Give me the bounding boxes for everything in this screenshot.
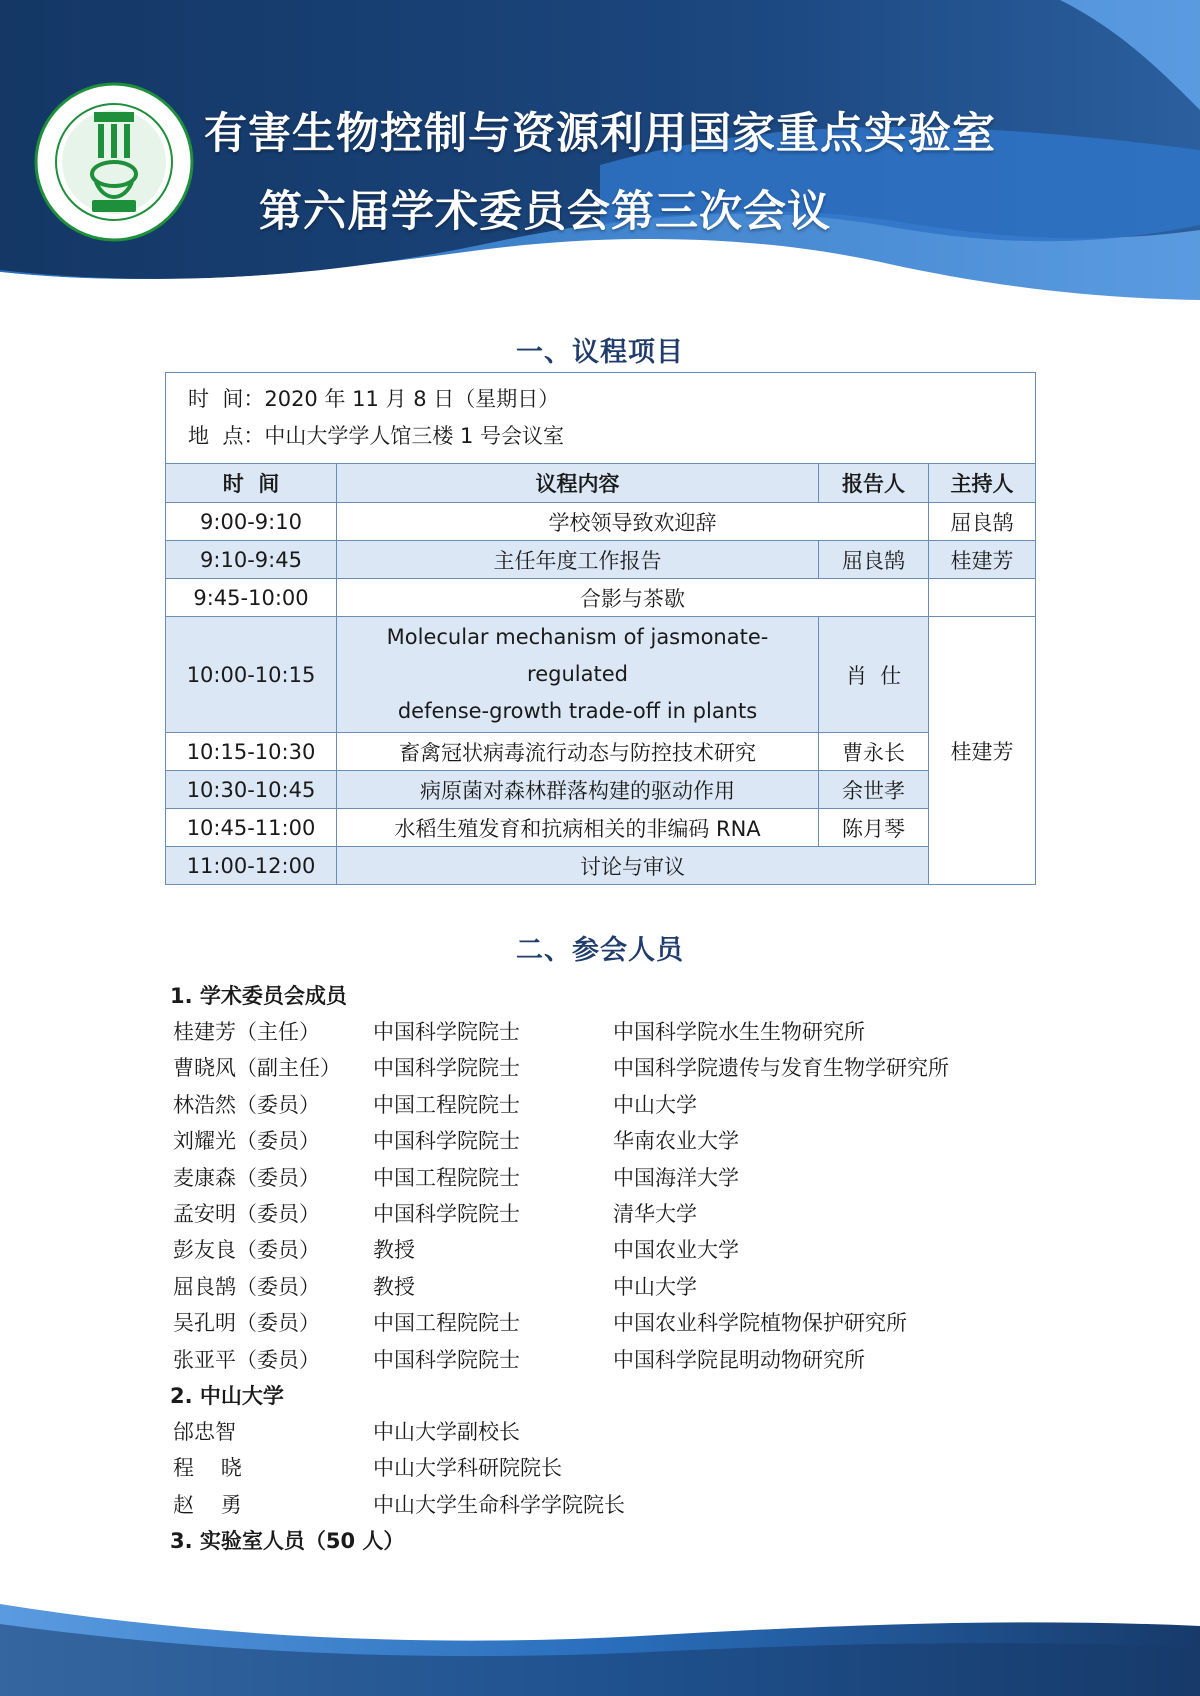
group-sysu-title: 2. 中山大学 bbox=[170, 1383, 284, 1408]
list-item bbox=[170, 1123, 1070, 1159]
row-content: 畜禽冠状病毒流行动态与防控技术研究 bbox=[337, 733, 819, 771]
footer-wave bbox=[0, 1596, 1200, 1696]
member-title: 中国工程院院士 bbox=[373, 1165, 520, 1190]
row-time: 11:00-12:00 bbox=[166, 847, 337, 885]
list-item bbox=[170, 1269, 1070, 1305]
row-content bbox=[337, 617, 819, 733]
member-name: 孟安明（委员） bbox=[173, 1201, 320, 1226]
member-title: 中国科学院院士 bbox=[373, 1020, 520, 1044]
member-org: 清华大学 bbox=[613, 1201, 697, 1226]
member-title: 中山大学生命科学学院院长 bbox=[373, 1492, 625, 1517]
member-org: 中山大学 bbox=[613, 1092, 697, 1117]
member-title: 中山大学科研院院长 bbox=[373, 1456, 562, 1481]
row-reporter: 余世孝 bbox=[819, 771, 929, 809]
member-name: 彭友良（委员） bbox=[173, 1238, 320, 1263]
member-name: 屈良鹄（委员） bbox=[173, 1274, 320, 1299]
attendees-heading: 二、参会人员 bbox=[516, 935, 684, 966]
member-title: 中国科学院院士 bbox=[373, 1129, 520, 1154]
member-title: 中国科学院院士 bbox=[373, 1201, 520, 1226]
row-host: 桂建芳 bbox=[929, 541, 1036, 579]
table-row bbox=[166, 733, 1036, 771]
list-item bbox=[170, 1050, 1070, 1086]
list-item bbox=[170, 1232, 1070, 1268]
agenda-table bbox=[165, 372, 1036, 885]
row-time: 10:45-11:00 bbox=[166, 809, 337, 847]
col-header-content: 议程内容 bbox=[337, 464, 819, 503]
table-row bbox=[166, 771, 1036, 809]
member-title: 中国科学院院士 bbox=[373, 1347, 520, 1372]
row-content: 合影与茶歇 bbox=[337, 579, 929, 617]
row-reporter: 肖 仕 bbox=[819, 617, 929, 733]
member-name: 刘耀光（委员） bbox=[173, 1129, 320, 1154]
member-title: 教授 bbox=[373, 1274, 415, 1299]
table-row bbox=[166, 579, 1036, 617]
row-reporter: 曹永长 bbox=[819, 733, 929, 771]
table-row bbox=[166, 503, 1036, 541]
member-org: 中国科学院水生生物研究所 bbox=[613, 1020, 865, 1044]
table-row bbox=[166, 809, 1036, 847]
list-item bbox=[170, 1487, 1070, 1523]
lab-logo bbox=[34, 82, 194, 242]
list-item bbox=[170, 1196, 1070, 1232]
row-content: 学校领导致欢迎辞 bbox=[337, 503, 929, 541]
member-name: 赵 勇 bbox=[173, 1492, 242, 1517]
row-host: 屈良鹄 bbox=[929, 503, 1036, 541]
agenda-time-line: 时 间：2020 年 11 月 8 日（星期日） bbox=[188, 387, 560, 411]
row-time: 10:00-10:15 bbox=[166, 617, 337, 733]
group-lab-title: 3. 实验室人员（50 人） bbox=[170, 1529, 405, 1554]
member-title: 中国科学院院士 bbox=[373, 1056, 520, 1081]
list-item bbox=[170, 1414, 1070, 1450]
agenda-place-line: 地 点：中山大学学人馆三楼 1 号会议室 bbox=[188, 424, 565, 448]
row-content: 病原菌对森林群落构建的驱动作用 bbox=[337, 771, 819, 809]
row-time: 9:45-10:00 bbox=[166, 579, 337, 617]
row-content: 讨论与审议 bbox=[337, 847, 929, 885]
col-header-time: 时 间 bbox=[166, 464, 337, 503]
list-item bbox=[170, 1160, 1070, 1196]
row-reporter: 陈月琴 bbox=[819, 809, 929, 847]
row-content-line2: defense-growth trade-off in plants bbox=[397, 699, 758, 723]
member-name: 邰忠智 bbox=[173, 1419, 236, 1444]
list-item bbox=[170, 1087, 1070, 1123]
list-item bbox=[170, 1342, 1070, 1378]
member-name: 林浩然（委员） bbox=[173, 1092, 320, 1117]
row-content: 主任年度工作报告 bbox=[337, 541, 819, 579]
member-name: 桂建芳（主任） bbox=[173, 1020, 320, 1044]
row-host: 桂建芳 bbox=[929, 617, 1036, 885]
agenda-header-row bbox=[166, 464, 1036, 503]
member-org: 中国科学院遗传与发育生物学研究所 bbox=[613, 1056, 949, 1081]
row-time: 10:30-10:45 bbox=[166, 771, 337, 809]
col-header-reporter: 报告人 bbox=[819, 464, 929, 503]
row-content-line1: Molecular mechanism of jasmonate-regulated bbox=[386, 625, 769, 686]
member-title: 中国工程院院士 bbox=[373, 1092, 520, 1117]
list-item bbox=[170, 1014, 1070, 1050]
row-content: 水稻生殖发育和抗病相关的非编码 RNA bbox=[337, 809, 819, 847]
member-name: 程 晓 bbox=[173, 1456, 242, 1481]
attendees-list bbox=[170, 978, 1070, 1559]
col-header-host: 主持人 bbox=[929, 464, 1036, 503]
row-time: 10:15-10:30 bbox=[166, 733, 337, 771]
table-row bbox=[166, 617, 1036, 733]
header-title-line1: 有害生物控制与资源利用国家重点实验室 bbox=[204, 109, 996, 159]
row-reporter: 屈良鹄 bbox=[819, 541, 929, 579]
table-row bbox=[166, 847, 1036, 885]
group-committee-title: 1. 学术委员会成员 bbox=[170, 984, 347, 1008]
member-org: 中国科学院昆明动物研究所 bbox=[613, 1347, 865, 1372]
row-time: 9:10-9:45 bbox=[166, 541, 337, 579]
row-time: 9:00-9:10 bbox=[166, 503, 337, 541]
member-title: 中山大学副校长 bbox=[373, 1419, 520, 1444]
member-name: 张亚平（委员） bbox=[173, 1347, 320, 1372]
member-org: 中国海洋大学 bbox=[613, 1165, 739, 1190]
member-title: 教授 bbox=[373, 1238, 415, 1263]
member-name: 曹晓风（副主任） bbox=[173, 1056, 341, 1081]
member-org: 中国农业科学院植物保护研究所 bbox=[613, 1311, 907, 1336]
member-org: 中国农业大学 bbox=[613, 1238, 739, 1263]
list-item bbox=[170, 1305, 1070, 1341]
list-item bbox=[170, 1450, 1070, 1486]
member-name: 麦康森（委员） bbox=[173, 1165, 320, 1190]
member-title: 中国工程院院士 bbox=[373, 1311, 520, 1336]
table-row bbox=[166, 541, 1036, 579]
agenda-info bbox=[166, 373, 1036, 464]
member-org: 中山大学 bbox=[613, 1274, 697, 1299]
member-name: 吴孔明（委员） bbox=[173, 1311, 320, 1336]
header-title-line2: 第六届学术委员会第三次会议 bbox=[259, 187, 831, 237]
row-host-empty bbox=[929, 579, 1036, 617]
member-org: 华南农业大学 bbox=[613, 1129, 739, 1154]
agenda-heading: 一、议程项目 bbox=[516, 337, 684, 368]
